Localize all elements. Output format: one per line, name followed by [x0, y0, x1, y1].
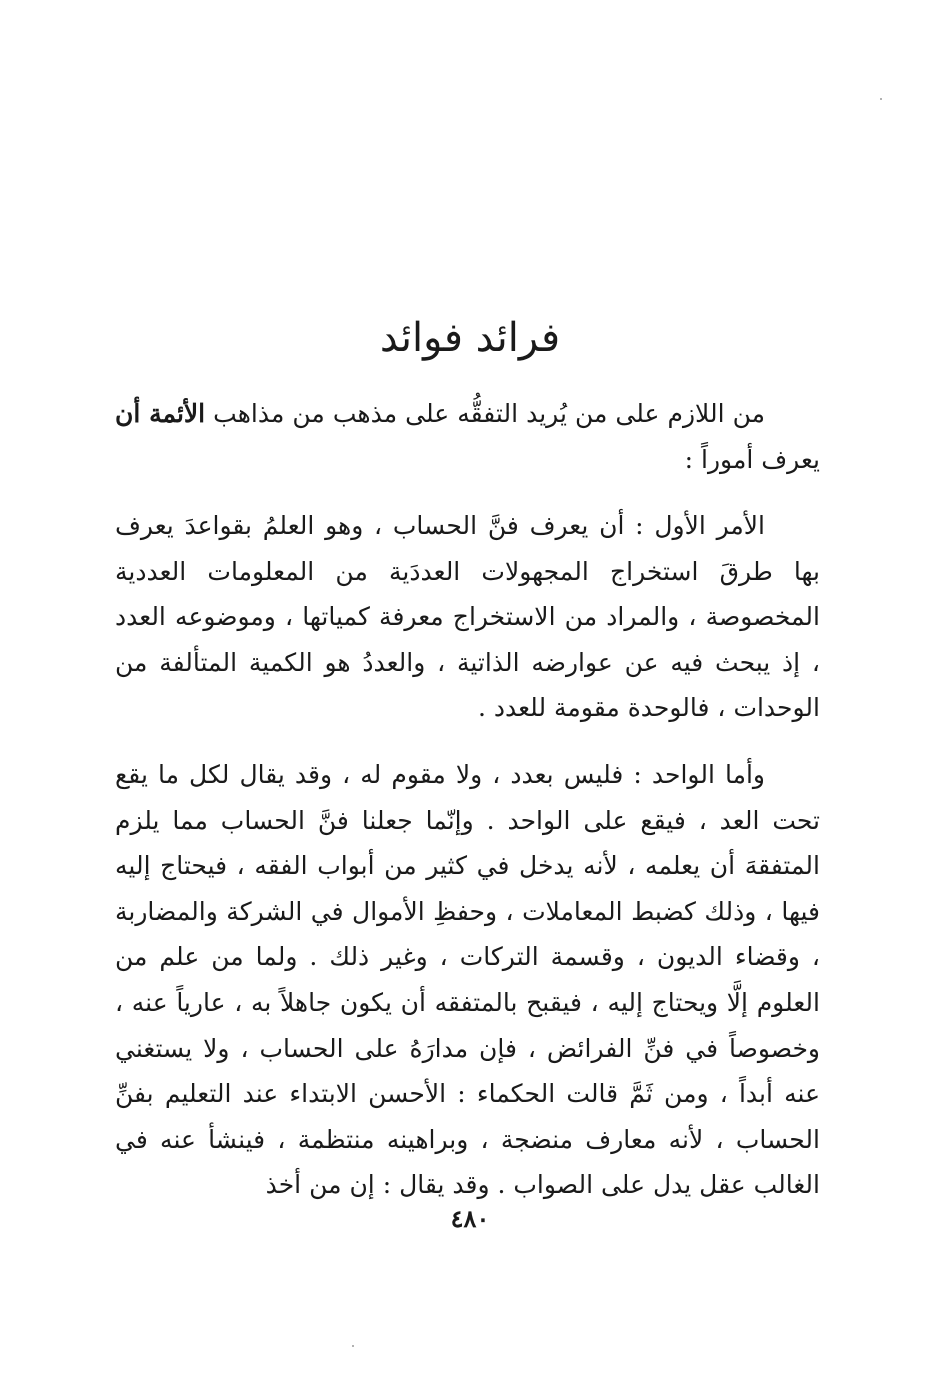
page-number: ٤٨٠ [450, 1204, 490, 1233]
scan-speck [880, 98, 882, 100]
first-matter-paragraph: الأمر الأول : أن يعرف فنَّ الحساب ، وهو العلمُ بقواعدَ يعرف بها طرقَ استخراج المجهولات العددَية من المعلومات العددية المخصوصة ، والمراد من الاستخراج معرفة كمياتها ، وموضوعه العدد ، إذ يبحث فيه عن عوارضه الذاتية ، والعددُ هو الكمية المتألفة من الوحدات ، فالوحدة مقومة للعدد . [115, 511, 820, 723]
intro-paragraph [115, 391, 820, 482]
intro-emphasis: الأئمة أن [115, 399, 206, 428]
intro-tail: يعرف أموراً : [684, 444, 820, 474]
intro-text: من اللازم على من يُريد التفقُّه على مذهب من مذاهب [205, 399, 765, 428]
page-title: فرائد فوائد [379, 315, 561, 361]
the-one-paragraph: وأما الواحد : فليس بعدد ، ولا مقوم له ، وقد يقال لكل ما يقع تحت العد ، فيقع على الواحد . وإنّما جعلنا فنَّ الحساب مما يلزم المتفقهَ أن يعلمه ، لأنه يدخل في كثير من أبواب الفقه ، فيحتاج إليه فيها ، وذلك كضبط المعاملات ، وحفظِ الأموال في الشركة والمضاربة ، وقضاء الديون ، وقسمة التركات ، وغير ذلك . ولما من علم من العلوم إلَّا ويحتاج إليه ، فيقبح بالمتفقه أن يكون جاهلاً به ، عارياً عنه ، وخصوصاً في فنِّ الفرائض ، فإن مدارَهُ على الحساب ، ولا يستغني عنه أبداً ، ومن ثَمَّ قالت الحكماء : الأحسن الابتداء عند التعليم بفنِّ الحساب ، لأنه معارف منضجة ، وبراهينه منتظمة ، فينشأ عنه في الغالب عقل يدل على الصواب . وقد يقال : إن من أخذ [115, 760, 820, 1200]
scan-speck [352, 1345, 354, 1347]
